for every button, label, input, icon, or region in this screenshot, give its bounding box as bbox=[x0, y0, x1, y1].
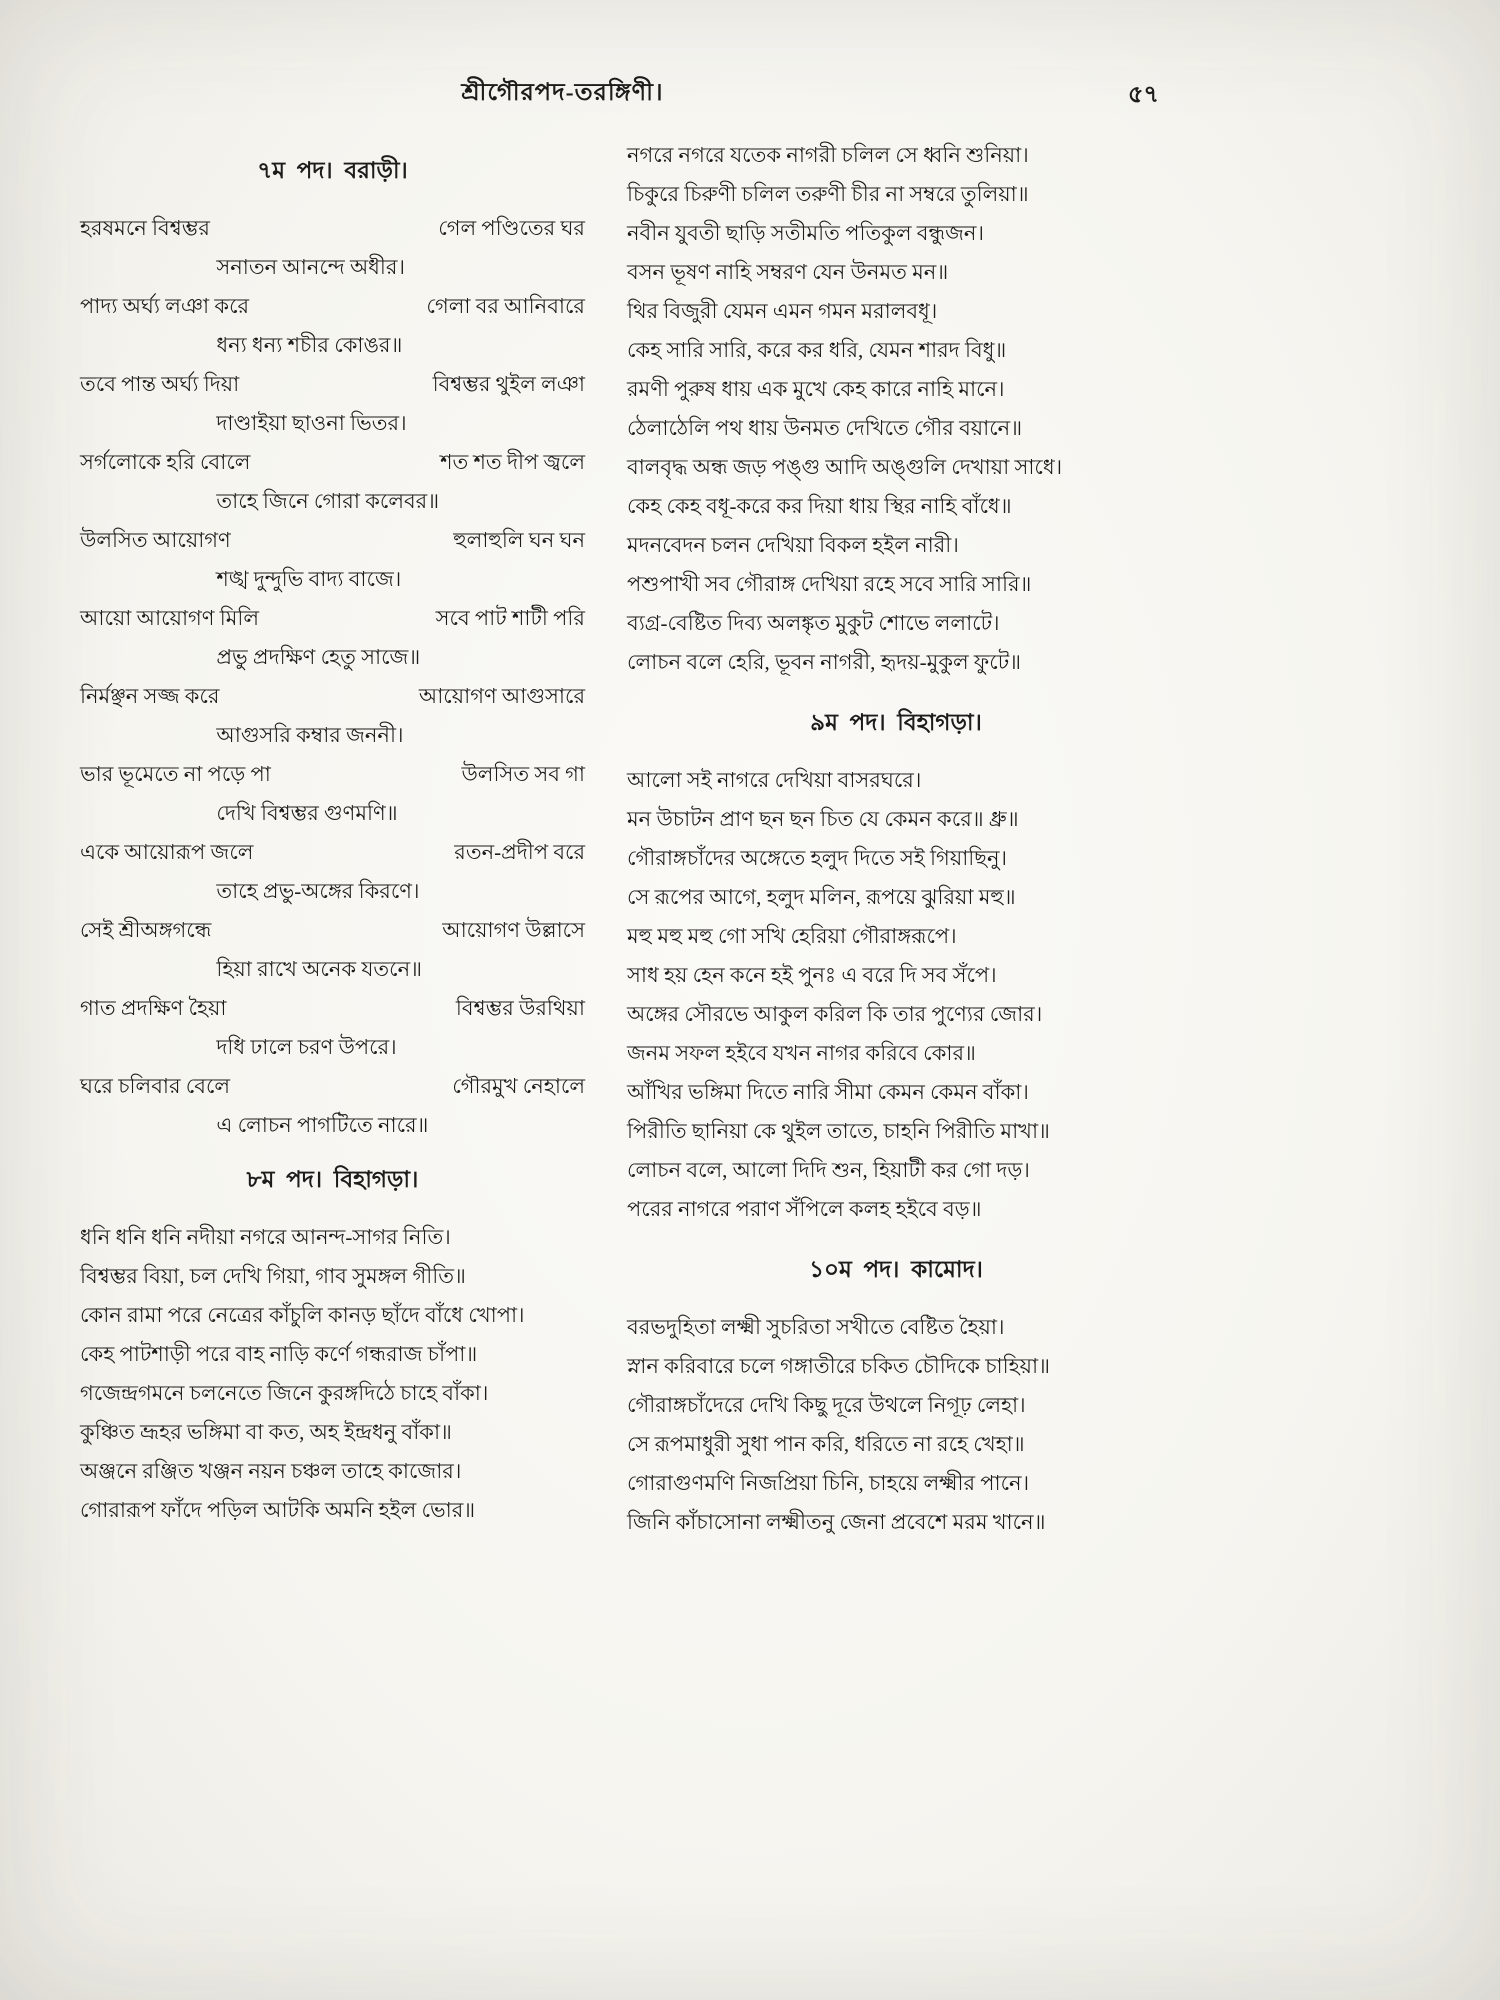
verse-line-right: হুলাহুলি ঘন ঘন bbox=[453, 528, 585, 552]
verse-line: কেহ কেহ বধূ-করে কর দিয়া ধায় স্থির নাহি বাঁধে॥ bbox=[627, 494, 1012, 518]
pada7-verses bbox=[80, 209, 585, 1145]
verse-line-center: তাহে প্রভু-অঙ্গের কিরণে। bbox=[216, 879, 420, 903]
verse-line-left: ঘরে চলিবার বেলে bbox=[80, 1074, 231, 1098]
verse-split-line bbox=[80, 677, 585, 716]
verse-split-line bbox=[80, 755, 585, 794]
verse-line-left: নির্মঞ্ছন সজ্জ করে bbox=[80, 684, 220, 708]
verse-line-center: আগুসরি কম্বার জননী। bbox=[216, 723, 404, 747]
verse-line-center: হিয়া রাখে অনেক যতনে॥ bbox=[216, 957, 423, 981]
verse-split-line bbox=[80, 287, 585, 326]
verse-stanza bbox=[80, 911, 585, 989]
verse-line: লোচন বলে হেরি, ভূবন নাগরী, হৃদয়-মুকুল ফুটে॥ bbox=[627, 650, 1022, 674]
verse-stanza bbox=[80, 599, 585, 677]
verse-line: বিশ্বম্ভর বিয়া, চল দেখি গিয়া, গাব সুমঙ্গল গীতি॥ bbox=[80, 1264, 466, 1288]
verse-line: পশুপাখী সব গৌরাঙ্গ দেখিয়া রহে সবে সারি সারি॥ bbox=[627, 572, 1032, 596]
verse-line-right: গৌরমুখ নেহালে bbox=[452, 1074, 585, 1098]
verse-line: রমণী পুরুষ ধায় এক মুখে কেহ কারে নাহি মানে। bbox=[627, 377, 1005, 401]
verse-line-left: পাদ্য অর্ঘ্য লঞা করে bbox=[80, 294, 250, 318]
verse-line-left: হরষমনে বিশ্বম্ভর bbox=[80, 216, 210, 240]
verse-stanza bbox=[80, 443, 585, 521]
verse-line: নবীন যুবতী ছাড়ি সতীমতি পতিকুল বন্ধুজন। bbox=[627, 221, 984, 245]
verse-line: চিকুরে চিরুণী চলিল তরুণী চীর না সম্বরে তুলিয়া॥ bbox=[627, 182, 1029, 206]
verse-line: স্নান করিবারে চলে গঙ্গাতীরে চকিত চৌদিকে চাহিয়া॥ bbox=[627, 1354, 1051, 1378]
verse-line: অঞ্জনে রঞ্জিত খঞ্জন নয়ন চঞ্চল তাহে কাজোর। bbox=[80, 1459, 462, 1483]
verse-line: সে রূপমাধুরী সুধা পান করি, ধরিতে না রহে খেহা॥ bbox=[627, 1432, 1025, 1456]
verse-stanza bbox=[80, 677, 585, 755]
verse-line: মন উচাটন প্রাণ ছন ছন চিত যে কেমন করে॥ ধ্রু॥ bbox=[627, 807, 1019, 831]
verse-line: ঠেলাঠেলি পথ ধায় উনমত দেখিতে গৌর বয়ানে॥ bbox=[627, 416, 1023, 440]
verse-line: বালবৃদ্ধ অন্ধ জড় পঙ্গু আদি অঙ্গুলি দেখায়া সাধে। bbox=[627, 455, 1063, 479]
verse-line: কুঞ্চিত ভ্রূহর ভঙ্গিমা বা কত, অহ ইন্দ্রধনু বাঁকা॥ bbox=[80, 1420, 452, 1444]
verse-line-left: সেই শ্রীঅঙ্গগন্ধে bbox=[80, 918, 212, 942]
verse-line-center: দেখি বিশ্বম্ভর গুণমণি॥ bbox=[216, 801, 398, 825]
verse-line: কোন রামা পরে নেত্রের কাঁচুলি কানড় ছাঁদে বাঁধে খোপা। bbox=[80, 1303, 525, 1327]
pada10-heading: ১০ম পদ। কামোদ। bbox=[809, 1257, 983, 1282]
pada7-heading: ৭ম পদ। বরাড়ী। bbox=[257, 158, 408, 183]
verse-line: সাধ হয় হেন কনে হই পুনঃ এ বরে দি সব সঁপে। bbox=[627, 963, 997, 987]
verse-line: বরভদুহিতা লক্ষ্মী সুচরিতা সখীতে বেষ্টিত হৈয়া। bbox=[627, 1315, 1005, 1339]
verse-line: গৌরাঙ্গচাঁদেরে দেখি কিছু দূরে উথলে নিগূঢ় লেহা। bbox=[627, 1393, 1026, 1417]
pada8-heading: ৮ম পদ। বিহাগড়া। bbox=[246, 1167, 419, 1192]
verse-line-right: রতন-প্রদীপ বরে bbox=[454, 840, 585, 864]
left-column bbox=[80, 136, 585, 1542]
verse-split-line bbox=[80, 209, 585, 248]
verse-line: মহু মহু মহু গো সখি হেরিয়া গৌরাঙ্গরূপে। bbox=[627, 924, 957, 948]
verse-line-left: গাত প্রদক্ষিণ হৈয়া bbox=[80, 996, 227, 1020]
verse-line: গৌরাঙ্গচাঁদের অঙ্গেতে হলুদ দিতে সই গিয়াছিনু। bbox=[627, 846, 1008, 870]
verse-line: কেহ পাটশাড়ী পরে বাহ নাড়ি কর্ণে গন্ধরাজ চাঁপা॥ bbox=[80, 1342, 478, 1366]
verse-split-line bbox=[80, 365, 585, 404]
verse-line: গোরারূপ ফাঁদে পড়িল আটকি অমনি হইল ভোর॥ bbox=[80, 1498, 476, 1522]
verse-split-line bbox=[80, 443, 585, 482]
verse-line-center: ধন্য ধন্য শচীর কোঙর॥ bbox=[216, 333, 403, 357]
verse-line: জিনি কাঁচাসোনা লক্ষ্মীতনু জেনা প্রবেশে মরম খানে॥ bbox=[627, 1510, 1046, 1534]
verse-line: নগরে নগরে যতেক নাগরী চলিল সে ধ্বনি শুনিয়া। bbox=[627, 143, 1029, 167]
verse-line: মদনবেদন চলন দেখিয়া বিকল হইল নারী। bbox=[627, 533, 959, 557]
right-column bbox=[627, 136, 1165, 1542]
verse-stanza bbox=[80, 365, 585, 443]
page-content bbox=[80, 74, 1165, 1542]
verse-line-left: আয়ো আয়োগণ মিলি bbox=[80, 606, 260, 630]
verse-line-center: তাহে জিনে গোরা কলেবর॥ bbox=[216, 489, 440, 513]
verse-split-line bbox=[80, 521, 585, 560]
verse-line-center: দধি ঢালে চরণ উপরে। bbox=[216, 1035, 397, 1059]
verse-line: আলো সই নাগরে দেখিয়া বাসরঘরে। bbox=[627, 768, 922, 792]
verse-line-right: বিশ্বম্ভর উরথিয়া bbox=[455, 996, 585, 1020]
verse-line: ব্যগ্র-বেষ্টিত দিব্য অলঙ্কৃত মুকুট শোভে ললাটে। bbox=[627, 611, 1000, 635]
verse-line-left: উলসিত আয়োগণ bbox=[80, 528, 231, 552]
verse-line-right: সবে পাট শাটী পরি bbox=[435, 606, 585, 630]
verse-line-center: শঙ্খ দুন্দুভি বাদ্য বাজে। bbox=[216, 567, 402, 591]
page-header bbox=[80, 74, 1165, 122]
verse-line: লোচন বলে, আলো দিদি শুন, হিয়াটী কর গো দড়। bbox=[627, 1158, 1030, 1182]
verse-line: গোরাগুণমণি নিজপ্রিয়া চিনি, চাহয়ে লক্ষ্মীর পানে। bbox=[627, 1471, 1030, 1495]
pada7-continued-verses bbox=[627, 136, 1165, 682]
verse-stanza bbox=[80, 287, 585, 365]
page-number: ৫৭ bbox=[1127, 82, 1159, 108]
verse-line-right: বিশ্বম্ভর থুইল লঞা bbox=[432, 372, 585, 396]
verse-line: ধনি ধনি ধনি নদীয়া নগরে আনন্দ-সাগর নিতি। bbox=[80, 1225, 451, 1249]
pada9-heading: ৯ম পদ। বিহাগড়া। bbox=[810, 710, 982, 735]
verse-line-right: উলসিত সব গা bbox=[461, 762, 585, 786]
text-columns bbox=[80, 136, 1165, 1542]
verse-line-left: তবে পান্ত অর্ঘ্য দিয়া bbox=[80, 372, 240, 396]
verse-split-line bbox=[80, 989, 585, 1028]
pada10-verses bbox=[627, 1308, 1165, 1542]
verse-line-right: আয়োগণ উল্লাসে bbox=[442, 918, 585, 942]
verse-line: জনম সফল হইবে যখন নাগর করিবে কোর॥ bbox=[627, 1041, 976, 1065]
pada8-verses bbox=[80, 1218, 585, 1530]
verse-line: আঁখির ভঙ্গিমা দিতে নারি সীমা কেমন কেমন বাঁকা। bbox=[627, 1080, 1029, 1104]
verse-split-line bbox=[80, 599, 585, 638]
pada9-verses bbox=[627, 761, 1165, 1229]
verse-line-right: শত শত দীপ জ্বলে bbox=[440, 450, 585, 474]
verse-line: পরের নাগরে পরাণ সঁপিলে কলহ হইবে বড়॥ bbox=[627, 1197, 982, 1221]
verse-split-line bbox=[80, 833, 585, 872]
verse-split-line bbox=[80, 911, 585, 950]
verse-line-center: দাণ্ডাইয়া ছাওনা ভিতর। bbox=[216, 411, 407, 435]
verse-stanza bbox=[80, 989, 585, 1067]
verse-stanza bbox=[80, 755, 585, 833]
verse-line-right: গেল পণ্ডিতের ঘর bbox=[438, 216, 585, 240]
verse-line-left: সর্গলোকে হরি বোলে bbox=[80, 450, 251, 474]
verse-line-center: এ লোচন পাগটিতে নারে॥ bbox=[216, 1113, 429, 1137]
verse-line-left: ভার ভূমেতে না পড়ে পা bbox=[80, 762, 271, 786]
verse-line: পিরীতি ছানিয়া কে থুইল তাতে, চাহনি পিরীতি মাখা॥ bbox=[627, 1119, 1050, 1143]
verse-line-left: একে আয়োরূপ জলে bbox=[80, 840, 254, 864]
verse-line: সে রূপের আগে, হলুদ মলিন, রূপয়ে ঝুরিয়া মহু॥ bbox=[627, 885, 1016, 909]
verse-line-right: গেলা বর আনিবারে bbox=[426, 294, 585, 318]
verse-stanza bbox=[80, 209, 585, 287]
verse-line-center: সনাতন আনন্দে অধীর। bbox=[216, 255, 405, 279]
verse-line: থির বিজুরী যেমন এমন গমন মরালবধূ। bbox=[627, 299, 938, 323]
verse-line: বসন ভূষণ নাহি সম্বরণ যেন উনমত মন॥ bbox=[627, 260, 949, 284]
verse-line: অঙ্গের সৌরভে আকুল করিল কি তার পুণ্যের জোর। bbox=[627, 1002, 1043, 1026]
verse-split-line bbox=[80, 1067, 585, 1106]
verse-line-right: আয়োগণ আগুসারে bbox=[418, 684, 585, 708]
page-title: শ্রীগৌরপদ-তরঙ্গিণী। bbox=[461, 80, 664, 106]
verse-stanza bbox=[80, 833, 585, 911]
verse-line-center: প্রভু প্রদক্ষিণ হেতু সাজে॥ bbox=[216, 645, 421, 669]
verse-line: গজেন্দ্রগমনে চলনেতে জিনে কুরঙ্গদিঠে চাহে বাঁকা। bbox=[80, 1381, 489, 1405]
verse-line: কেহ সারি সারি, করে কর ধরি, যেমন শারদ বিধু॥ bbox=[627, 338, 1007, 362]
verse-stanza bbox=[80, 1067, 585, 1145]
verse-stanza bbox=[80, 521, 585, 599]
